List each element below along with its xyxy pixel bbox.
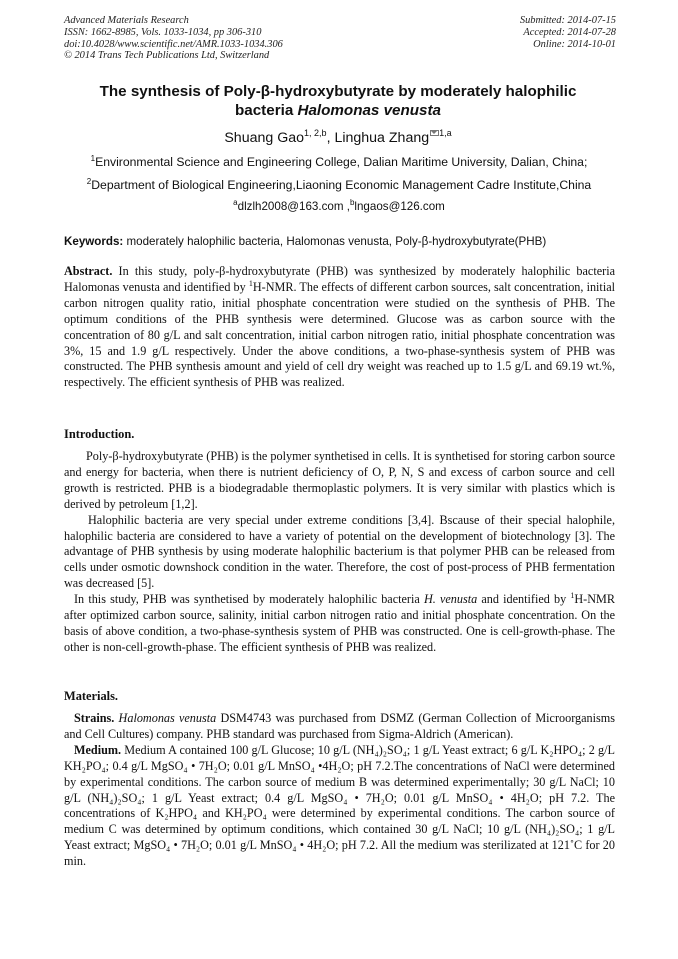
materials-body [64, 711, 615, 870]
intro-paragraph-2: Halophilic bacteria are very special under extreme conditions [3,4]. Bscause of their special halophile, halophilic bacteria are considered to have a variety of potential on the development of biotechnology [3]. The advantage of PHB synthesis by using moderate halophilic bacterium is that polymer PHB can be released from cells under osmotic downshock condition in the water. Therefore, the cost of post-process of PHB fermentation was decreased [5]. [64, 512, 615, 591]
corresponding-mail-icon [430, 130, 439, 136]
medium-text: Medium A contained 100 g/L Glucose; 10 g/L (NH₄)₂SO₄; 1 g/L Yeast extract; 6 g/L K₂HPO₄; 2 g/L KH₂PO₄; 0.4 g/L MgSO₄ • 7H₂O; 0.01 g/L MnSO₄ •4H₂O; pH 7.2.The concentrations of NaCl were determined by experimental conditions. The carbon source of medium B was determined experimentally; 30 g/L NaCl; 10 g/L (NH₄)₂SO₄; 1 g/L Yeast extract; 0.4 g/L MgSO₄ • 7H₂O; 0.01 g/L MnSO₄ • 4H₂O; pH 7.2. The concentrations of K₂HPO₄ and KH₂PO₄ were determined by experimental conditions. The carbon source of medium C was determined by optimum conditions, which contained 30 g/L NaCl; 10 g/L (NH₄)₂SO₄; 1 g/L Yeast extract; MgSO₄ • 7H₂O; 0.01 g/L MnSO₄ • 4H₂O; pH 7.2. All the medium was sterilizated at 121˚C for 20 min. [64, 742, 615, 869]
keywords-label: Keywords: [64, 235, 124, 248]
intro-p3-species: H. venusta [423, 592, 478, 607]
online-date: Online: 2014-10-01 [533, 38, 616, 50]
intro-paragraph-3 [64, 592, 615, 656]
journal-header-left [64, 15, 283, 62]
strains-paragraph [64, 711, 615, 743]
medium-label: Medium. [74, 742, 122, 757]
intro-p3-text-c: H-NMR after optimized carbon source, salinity, initial carbon nitrogen ratio and initial phosphate concentration. On the basis of above condition, a two-phase-synthesis system of PHB was constructed. One is cell-growth-phase. The other is non-cell-growth-phase. The efficient synthesis of PHB was realized. [64, 592, 615, 654]
email-b: lngaos@126.com [354, 200, 445, 213]
email-a-marker: a [233, 198, 238, 207]
author-1-affiliation: 1, 2,b [304, 128, 327, 138]
journal-copyright: © 2014 Trans Tech Publications Ltd, Switzerland [64, 50, 270, 62]
title-line-2 [60, 101, 616, 120]
email-b-marker: b [349, 198, 355, 207]
accepted-date: Accepted: 2014-07-28 [523, 26, 616, 38]
author-2-affiliation: 1,a [439, 128, 452, 138]
author-2-name: Linghua Zhang [334, 130, 430, 146]
strains-text: DSM4743 was purchased from DSMZ (German Collection of Microorganisms and Cell Cultures) company. PHB standard was purchased from Sigma-Aldrich (American). [64, 711, 615, 741]
abstract-text-1: In this study, poly-β-hydroxybutyrate (PHB) was synthesized by moderately halophilic bacteria Halomonas venusta and identified by [64, 264, 615, 294]
author-list [60, 129, 616, 147]
affiliation-2-marker: 2 [86, 177, 92, 186]
strains-label: Strains. [74, 711, 115, 725]
abstract-sup: 1 [248, 278, 253, 288]
intro-p3-text-a: In this study, PHB was synthetised by moderately halophilic bacteria [74, 592, 424, 607]
medium-paragraph [64, 743, 615, 870]
intro-paragraph-1: Poly-β-hydroxybutyrate (PHB) is the polymer synthetised in cells. It is synthetised for storing carbon source and energy for bacteria, when there is nutrient deficiency of O, P, N, S and excess of carbon source and cell growth is restricted. PHB is a biodegradable thermoplastic polymers. It is very similar with plastics which is derived by petroleum [1,2]. [64, 449, 615, 511]
affiliation-1-text: Environmental Science and Engineering College, Dalian Maritime University, Dalian, China; [95, 155, 588, 169]
title-species: Halomonas venusta [297, 102, 441, 119]
title-line-1: The synthesis of Poly-β-hydroxybutyrate by moderately halophilic [99, 83, 577, 100]
introduction-body [64, 449, 615, 656]
affiliation-2-text: Department of Biological Engineering,Liaoning Economic Management Cadre Institute,China [91, 178, 592, 192]
intro-p3-sup: 1 [570, 591, 575, 601]
author-1-name: Shuang Gao [224, 130, 305, 146]
journal-header-right [520, 15, 616, 50]
abstract [64, 264, 615, 391]
strains-species: Halomonas venusta [118, 711, 217, 725]
introduction-heading: Introduction. [64, 427, 135, 441]
paper-title [60, 82, 616, 120]
abstract-text-2: H-NMR. The effects of different carbon sources, salt concentration, initial carbon nitrogen quality ratio, initial phosphate concentration were studied on the synthesis of PHB. The optimum conditions of the PHB synthesis were determined. Glucose was as carbon source with the concentration of 80 g/L and salt concentration, initial carbon nitrogen ratio, initial phosphate concentration was 3%, 15 and 1.9 g/L respectively. Under the above conditions, a two-phase-synthesis system of PHB was constructed. The PHB synthesis amount and yield of cell dry weight was reached up to 1.5 g/L and 69.19 wt.%, respectively. The efficient synthesis of PHB was realized. [64, 279, 615, 390]
author-emails [40, 199, 638, 214]
materials-heading: Materials. [64, 689, 119, 703]
title-line-2-text: bacteria [235, 102, 298, 119]
journal-issn: ISSN: 1662-8985, Vols. 1033-1034, pp 306-310 [64, 26, 262, 38]
affiliation-2 [40, 178, 638, 193]
journal-doi: doi:10.4028/www.scientific.net/AMR.1033-1034.306 [64, 38, 283, 50]
affiliation-1 [40, 155, 638, 170]
abstract-paragraph [64, 264, 615, 391]
journal-name: Advanced Materials Research [64, 15, 189, 26]
affiliation-1-marker: 1 [90, 154, 96, 163]
keywords [64, 234, 616, 249]
email-a: dlzlh2008@163.com , [237, 200, 350, 213]
keywords-text: moderately halophilic bacteria, Halomonas venusta, Poly-β-hydroxybutyrate(PHB) [123, 235, 547, 248]
author-separator: , [326, 130, 335, 146]
abstract-label: Abstract. [64, 264, 113, 278]
submitted-date: Submitted: 2014-07-15 [519, 15, 616, 26]
intro-p3-text-b: and identified by [477, 592, 571, 607]
